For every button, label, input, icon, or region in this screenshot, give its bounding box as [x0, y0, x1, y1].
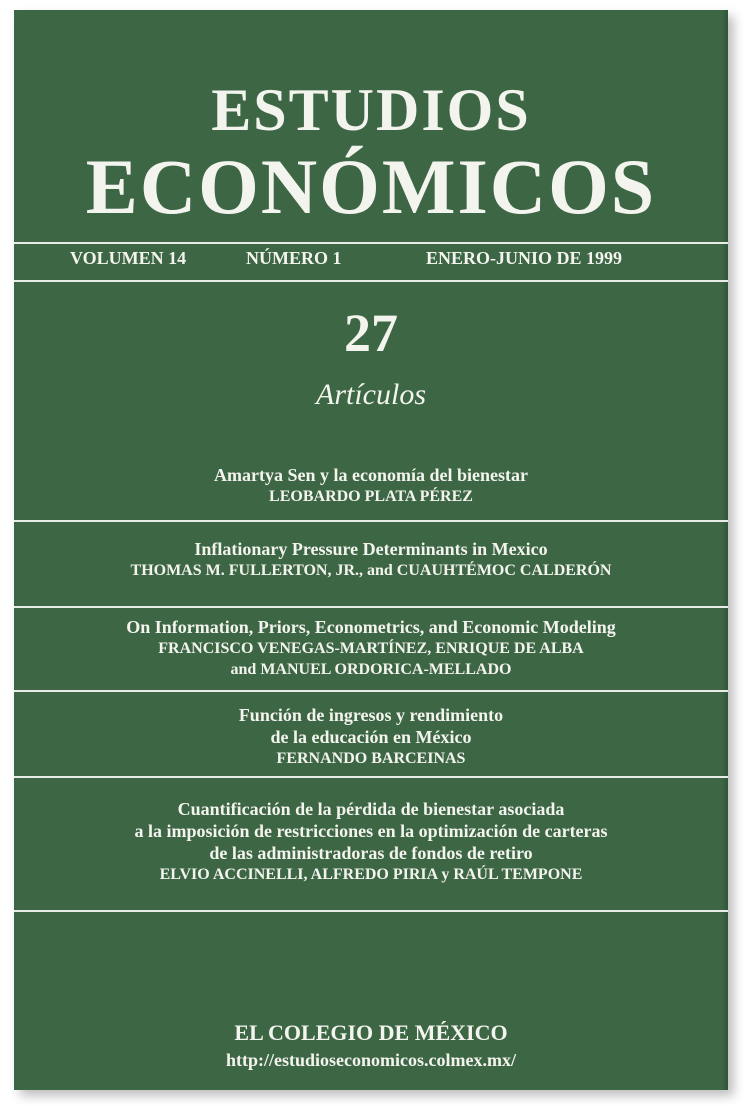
- article-author: THOMAS M. FULLERTON, JR., and CUAUHTÉMOC CALDERÓN: [130, 562, 612, 579]
- article-divider: [14, 690, 728, 692]
- date-label: ENERO-JUNIO DE 1999: [426, 248, 623, 268]
- publisher-name: EL COLEGIO DE MÉXICO: [234, 1020, 508, 1045]
- rule-above-issue: [14, 242, 728, 244]
- article-divider: [14, 776, 728, 778]
- volume-label: VOLUMEN 14: [70, 248, 187, 268]
- section-label: Artículos: [316, 378, 426, 411]
- rule-below-issue: [14, 280, 728, 282]
- issue-number: 27: [344, 303, 398, 363]
- number-label: NÚMERO 1: [246, 248, 342, 268]
- issue-info-row: [14, 248, 728, 274]
- article-divider: [14, 910, 728, 912]
- article-title: Función de ingresos y rendimiento: [238, 705, 504, 725]
- publisher-url: http://estudioseconomicos.colmex.mx/: [226, 1050, 516, 1070]
- article-title: On Information, Priors, Econometrics, and Economic Modeling: [126, 617, 616, 637]
- article-author: and MANUEL ORDORICA-MELLADO: [230, 661, 512, 678]
- article-author: FRANCISCO VENEGAS-MARTÍNEZ, ENRIQUE DE ALBA: [158, 640, 584, 657]
- article-author: ELVIO ACCINELLI, ALFREDO PIRIA y RAÚL TEMPONE: [159, 866, 583, 883]
- article-author: LEOBARDO PLATA PÉREZ: [269, 488, 473, 505]
- article-2: [14, 538, 728, 581]
- article-divider: [14, 520, 728, 522]
- article-divider: [14, 606, 728, 608]
- article-4: [14, 704, 728, 769]
- journal-title-line2: ECONÓMICOS: [85, 143, 657, 230]
- article-title: de la educación en México: [270, 727, 472, 747]
- journal-cover: [14, 10, 728, 1090]
- article-5: [14, 798, 728, 885]
- article-1: [14, 464, 728, 507]
- article-title: Inflationary Pressure Determinants in Mexico: [194, 539, 548, 559]
- article-3: [14, 616, 728, 680]
- article-title: de las administradoras de fondos de retiro: [209, 843, 533, 863]
- journal-title-line1: ESTUDIOS: [211, 77, 531, 143]
- article-title: Cuantificación de la pérdida de bienestar asociada: [177, 799, 565, 819]
- article-title: a la imposición de restricciones en la optimización de carteras: [134, 821, 608, 841]
- article-author: FERNANDO BARCEINAS: [276, 750, 466, 767]
- article-title: Amartya Sen y la economía del bienestar: [214, 465, 528, 485]
